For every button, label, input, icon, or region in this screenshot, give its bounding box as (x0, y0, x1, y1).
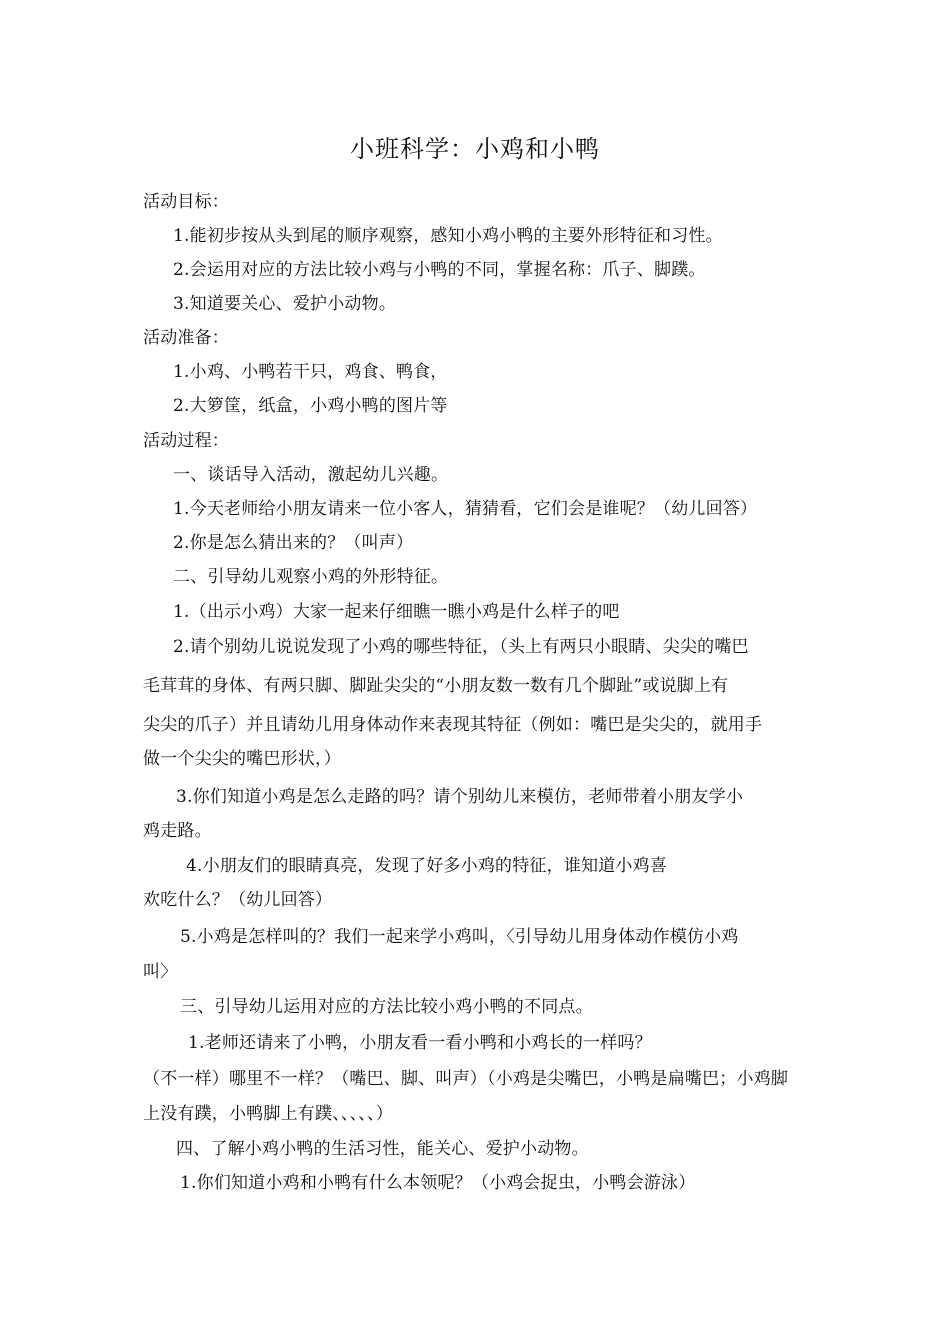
process-paragraph-continued: 欢吃什么？（幼儿回答） (143, 890, 333, 910)
process-step-3-heading: 三、引导幼儿运用对应的方法比较小鸡小鸭的不同点。 (180, 997, 593, 1017)
process-step-1-heading: 一、谈话导入活动，激起幼儿兴趣。 (173, 465, 449, 485)
process-paragraph: 3.你们知道小鸡是怎么走路的吗？请个别幼儿来模仿，老师带着小朋友学小 (176, 787, 744, 807)
process-paragraph: 2.请个别幼儿说说发现了小鸡的哪些特征，（头上有两只小眼睛、尖尖的嘴巴 (173, 637, 749, 657)
process-paragraph: 5.小鸡是怎样叫的？我们一起来学小鸡叫，〈引导幼儿用身体动作模仿小鸡 (180, 927, 739, 947)
process-paragraph-continued: 做一个尖尖的嘴巴形状，） (143, 749, 341, 769)
process-step-2-heading: 二、引导幼儿观察小鸡的外形特征。 (173, 567, 449, 587)
section-heading-goals: 活动目标： (143, 192, 229, 212)
section-heading-process: 活动过程： (143, 431, 229, 451)
process-paragraph-continued: 上没有蹼，小鸭脚上有蹼、、、、、） (143, 1104, 393, 1124)
process-paragraph-continued: 毛茸茸的身体、有两只脚、脚趾尖尖的“小朋友数一数有几个脚趾”或说脚上有 (143, 676, 729, 696)
process-paragraph-continued: 鸡走路。 (143, 821, 212, 841)
process-paragraph: 1.老师还请来了小鸭，小朋友看一看小鸭和小鸡长的一样吗？ (188, 1033, 652, 1053)
goal-item-1: 1.能初步按从头到尾的顺序观察，感知小鸡小鸭的主要外形特征和习性。 (173, 226, 723, 246)
process-paragraph: 1.（出示小鸡）大家一起来仔细瞧一瞧小鸡是什么样子的吧 (173, 602, 620, 622)
process-paragraph: 2.你是怎么猜出来的？（叫声） (173, 533, 414, 553)
process-paragraph-continued: 尖尖的爪子）并且请幼儿用身体动作来表现其特征（例如：嘴巴是尖尖的，就用手 (143, 715, 763, 735)
process-paragraph-continued: （不一样）哪里不一样？（嘴巴、脚、叫声）（小鸡是尖嘴巴，小鸭是扁嘴巴；小鸡脚 (143, 1069, 789, 1089)
goal-item-3: 3.知道要关心、爱护小动物。 (173, 294, 397, 314)
process-paragraph: 1.你们知道小鸡和小鸭有什么本领呢？（小鸡会捉虫，小鸭会游泳） (180, 1173, 696, 1193)
section-heading-preparation: 活动准备： (143, 328, 229, 348)
process-paragraph: 1.今天老师给小朋友请来一位小客人，猜猜看，它们会是谁呢？（幼儿回答） (173, 499, 758, 519)
preparation-item-1: 1.小鸡、小鸭若干只，鸡食、鸭食， (173, 362, 448, 382)
preparation-item-2: 2.大箩筐，纸盒，小鸡小鸭的图片等 (173, 396, 448, 416)
process-paragraph-continued: 叫〉 (143, 962, 178, 982)
process-paragraph: 4.小朋友们的眼睛真亮，发现了好多小鸡的特征，谁知道小鸡喜 (186, 856, 668, 876)
document-title: 小班科学：小鸡和小鸭 (350, 135, 600, 163)
process-step-4-heading: 四、了解小鸡小鸭的生活习性，能关心、爱护小动物。 (176, 1139, 589, 1159)
goal-item-2: 2.会运用对应的方法比较小鸡与小鸭的不同，掌握名称：爪子、脚蹼。 (173, 260, 706, 280)
